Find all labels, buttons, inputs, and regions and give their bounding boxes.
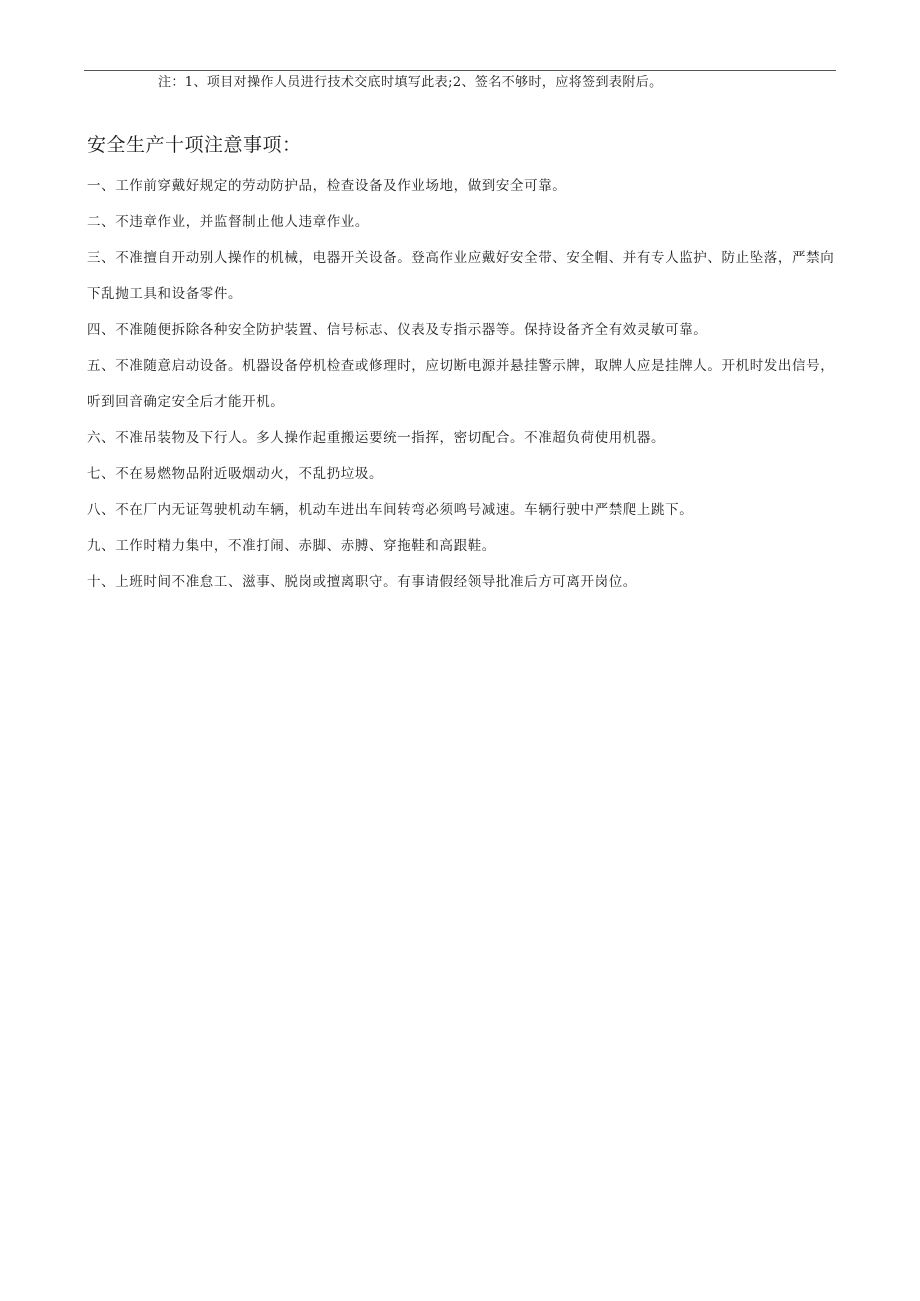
- safety-rule-5: 五、不准随意启动设备。机器设备停机检查或修理时，应切断电源并悬挂警示牌，取牌人应是挂牌人。开机时发出信号，听到回音确定安全后才能开机。: [87, 358, 835, 410]
- safety-rule-2: 二、不违章作业，并监督制止他人违章作业。: [87, 214, 369, 230]
- safety-rules-list: [87, 168, 837, 600]
- safety-rule-7: 七、不在易燃物品附近吸烟动火，不乱扔垃圾。: [87, 466, 384, 482]
- safety-rule-3: 三、不准擅自开动别人操作的机械，电器开关设备。登高作业应戴好安全带、安全帽、并有专人监护、防止坠落，严禁向下乱抛工具和设备零件。: [87, 250, 835, 302]
- safety-rule-8: 八、不在厂内无证驾驶机动车辆，机动车进出车间转弯必须鸣号减速。车辆行驶中严禁爬上跳下。: [87, 502, 694, 518]
- top-divider-line: [84, 70, 836, 71]
- safety-rule-10: 十、上班时间不准怠工、滋事、脱岗或擅离职守。有事请假经领导批准后方可离开岗位。: [87, 574, 637, 590]
- safety-rule-4: 四、不准随便拆除各种安全防护装置、信号标志、仪表及专指示器等。保持设备齐全有效灵敏可靠。: [87, 322, 708, 338]
- section-title: 安全生产十项注意事项：: [87, 134, 302, 156]
- safety-rule-6: 六、不准吊装物及下行人。多人操作起重搬运要统一指挥，密切配合。不准超负荷使用机器。: [87, 430, 666, 446]
- safety-rule-9: 九、工作时精力集中，不准打闹、赤脚、赤膊、穿拖鞋和高跟鞋。: [87, 538, 496, 554]
- form-note: 注：1、项目对操作人员进行技术交底时填写此表;2、签名不够时，应将签到表附后。: [158, 75, 663, 90]
- safety-rule-1: 一、工作前穿戴好规定的劳动防护品，检查设备及作业场地，做到安全可靠。: [87, 178, 567, 194]
